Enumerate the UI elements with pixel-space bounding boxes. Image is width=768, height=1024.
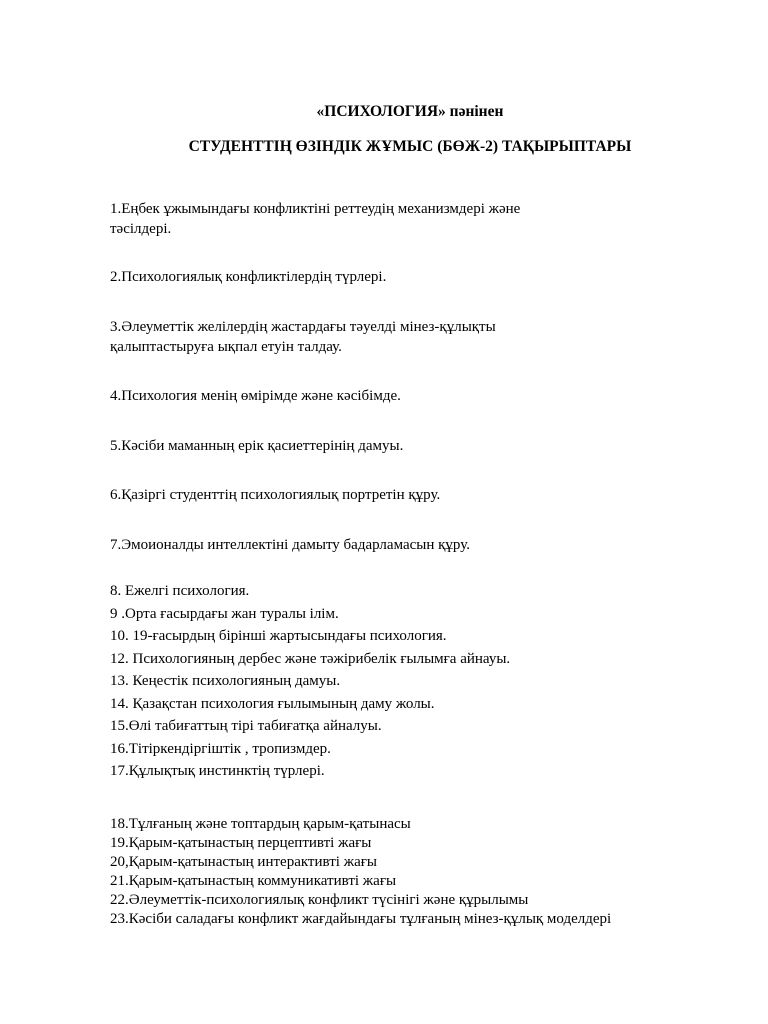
list-item: 9 .Орта ғасырдағы жан туралы ілім. [110,605,339,622]
topic-item: 2.Психологиялық конфликтілердің түрлері. [110,269,387,285]
list-item: 10. 19-ғасырдың бірінші жартысындағы психология. [110,628,447,644]
list-item: 22.Әлеуметтік-психологиялық конфликт түсінігі және құрылымы [110,892,529,908]
list-item: 16.Тітіркендіргіштік , тропизмдер. [110,740,331,757]
topic-list-a [110,580,710,783]
list-item: 23.Кәсіби саладағы конфликт жағдайындағы тұлғаның мінез-құлық моделдері [110,911,612,927]
document-title: «ПСИХОЛОГИЯ» пәнінен [316,103,504,120]
list-item: 14. Қазақстан психология ғылымының даму жолы. [110,695,435,712]
document-subtitle: СТУДЕНТТІҢ ӨЗІНДІК ЖҰМЫС (БӨЖ-2) ТАҚЫРЫПТАРЫ [188,138,632,155]
list-item: 12. Психологияның дербес және тәжірибелік ғылымға айнауы. [110,650,511,667]
topic-item: 1.Еңбек ұжымындағы конфликтіні реттеудің механизмдері және тәсілдері. [110,201,521,237]
list-item: 13. Кеңестік психологияның дамуы. [110,673,341,689]
topic-item: 7.Эмоионалды интеллектіні дамыту бадарламасын құру. [110,537,470,553]
topic-item: 5.Кәсіби маманның ерік қасиеттерінің дамуы. [110,438,404,454]
list-item: 19.Қарым-қатынастың перцептивті жағы [110,835,372,851]
topic-item: 3.Әлеуметтік желілердің жастардағы тәуелді мінез-құлықты қалыптастыруға ықпал етуін талдау. [110,319,496,355]
list-item: 21.Қарым-қатынастың коммуникативті жағы [110,873,397,889]
topic-list-b [110,815,706,929]
list-item: 15.Өлі табиғаттың тірі табиғатқа айналуы. [110,718,382,734]
topic-item: 6.Қазіргі студенттің психологиялық портретін құру. [110,487,441,503]
list-item: 17.Құлықтық инстинктің түрлері. [110,763,325,779]
list-item: 8. Ежелгі психология. [110,583,250,599]
list-item: 18.Тұлғаның және топтардың қарым-қатынасы [110,816,411,832]
list-item: 20,Қарым-қатынастың интерактивті жағы [110,854,377,870]
topic-item: 4.Психология менің өмірімде және кәсібімде. [110,388,401,404]
